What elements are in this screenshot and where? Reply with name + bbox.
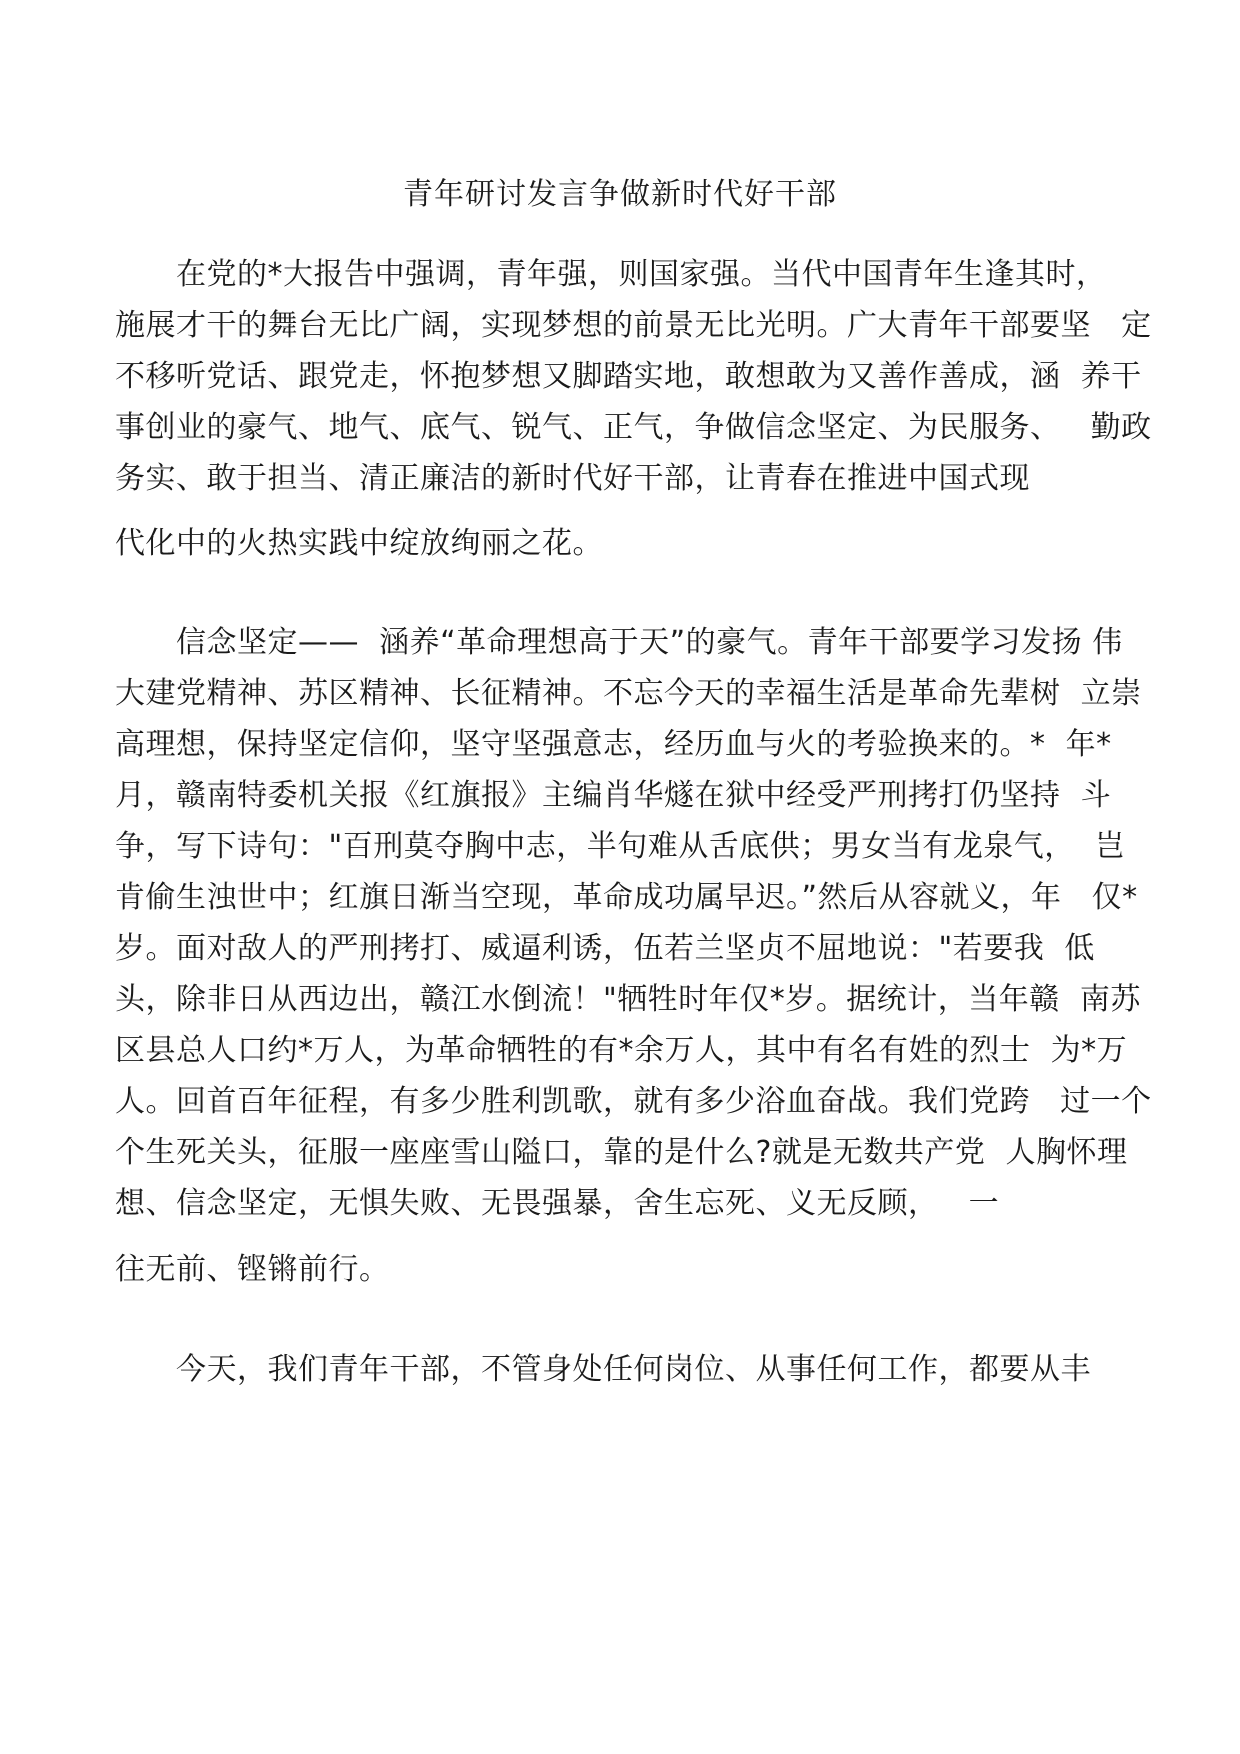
paragraph-2-line-11: 个生死关头，征服一座座雪山隘口，靠的是什么?就是无数共产党 人胸怀理	[115, 1135, 1128, 1170]
paragraph-3-line-1: 今天，我们青年干部，不管身处任何岗位、从事任何工作，都要从丰	[115, 1352, 1091, 1387]
document-title: 青年研讨发言争做新时代好干部	[403, 177, 837, 212]
paragraph-2-line-7: 岁。面对敌人的严刑拷打、威逼利诱，伍若兰坚贞不屈地说："若要我 低	[115, 931, 1095, 966]
paragraph-1-line-5: 务实、敢于担当、清正廉洁的新时代好干部，让青春在推进中国式现	[115, 461, 1030, 496]
paragraph-1-line-3: 不移听党话、跟党走，怀抱梦想又脚踏实地，敢想敢为又善作善成，涵 养干	[115, 359, 1142, 394]
paragraph-2-line-3: 高理想，保持坚定信仰，坚守坚强意志，经历血与火的考验换来的。* 年*	[115, 727, 1112, 762]
paragraph-1-line-4: 事创业的豪气、地气、底气、锐气、正气，争做信念坚定、为民服务、 勤政	[115, 410, 1152, 445]
paragraph-2-line-1: 信念坚定—— 涵养“革命理想高于天”的豪气。青年干部要学习发扬 伟	[115, 625, 1123, 660]
paragraph-1-line-6: 代化中的火热实践中绽放绚丽之花。	[115, 526, 603, 561]
paragraph-2-line-9: 区县总人口约*万人，为革命牺牲的有*余万人，其中有名有姓的烈士 为*万	[115, 1033, 1128, 1068]
paragraph-2-line-8: 头，除非日从西边出，赣江水倒流！"牺牲时年仅*岁。据统计，当年赣 南苏	[115, 982, 1141, 1017]
paragraph-1-line-2: 施展才干的舞台无比广阔，实现梦想的前景无比光明。广大青年干部要坚 定	[115, 308, 1152, 343]
paragraph-2-line-6: 肯偷生浊世中；红旗日渐当空现，革命成功属早迟。”然后从容就义，年 仅*	[115, 880, 1138, 915]
paragraph-2-line-10: 人。回首百年征程，有多少胜利凯歌，就有多少浴血奋战。我们党跨 过一个	[115, 1084, 1152, 1119]
paragraph-2-line-4: 月，赣南特委机关报《红旗报》主编肖华燧在狱中经受严刑拷打仍坚持 斗	[115, 778, 1112, 813]
paragraph-2-line-12: 想、信念坚定，无惧失败、无畏强暴，舍生忘死、义无反顾， 一	[115, 1186, 1000, 1221]
paragraph-2-line-13: 往无前、铿锵前行。	[115, 1252, 390, 1287]
paragraph-2-line-5: 争，写下诗句："百刑莫夺胸中志，半句难从舌底供；男女当有龙泉气， 岂	[115, 829, 1126, 864]
paragraph-1-line-1: 在党的*大报告中强调，青年强，则国家强。当代中国青年生逢其时，	[115, 257, 1107, 292]
paragraph-2-line-2: 大建党精神、苏区精神、长征精神。不忘今天的幸福生活是革命先辈树 立崇	[115, 676, 1142, 711]
